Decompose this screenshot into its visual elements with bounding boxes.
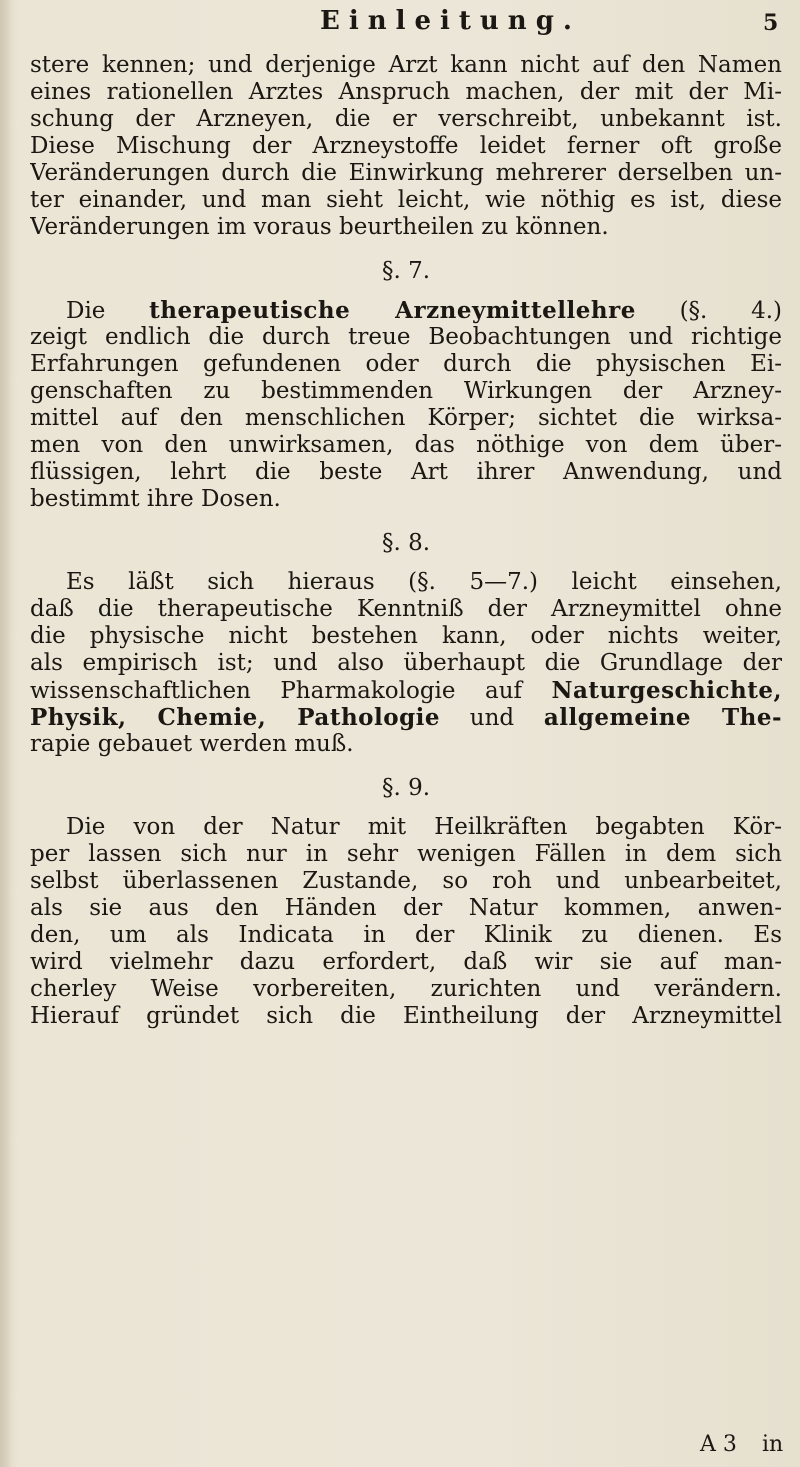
- text-line: daß die therapeutische Kenntniß der Arzneymittel ohne: [30, 596, 782, 622]
- text-line: selbst überlassenen Zustande, so roh und unbearbeitet,: [30, 868, 782, 894]
- text-line: [30, 297, 782, 324]
- emphasis-term: allgemeine The-: [543, 704, 782, 731]
- text-line: Diese Mischung der Arzneystoffe leidet ferner oft große: [30, 133, 782, 159]
- page-number: 5: [763, 10, 779, 36]
- paragraph-continuation: [30, 52, 782, 241]
- text-line: ter einander, und man sieht leicht, wie nöthig es ist, diese: [30, 187, 782, 213]
- text-line: Erfahrungen gefundenen oder durch die physischen Ei-: [30, 351, 782, 377]
- text-line: [30, 677, 782, 704]
- body-text: [30, 52, 782, 1030]
- paragraph-section-9: [30, 814, 782, 1030]
- text-line: Es läßt sich hieraus (§. 5—7.) leicht einsehen,: [66, 569, 782, 595]
- text-line: [30, 704, 782, 731]
- text-line: men von den unwirksamen, das nöthige von dem über-: [30, 432, 782, 458]
- text-line: per lassen sich nur in sehr wenigen Fällen in dem sich: [30, 841, 782, 867]
- paragraph-section-7: [30, 297, 782, 513]
- text-line: als sie aus den Händen der Natur kommen, anwen-: [30, 895, 782, 921]
- text-span: Die: [66, 298, 150, 324]
- text-span: wissenschaftlichen Pharmakologie auf: [30, 678, 523, 704]
- section-heading-7: §. 7.: [381, 258, 431, 284]
- text-span: und: [440, 705, 544, 731]
- spine-shadow: [0, 0, 12, 1467]
- text-line: Veränderungen durch die Einwirkung mehrerer derselben un-: [30, 160, 782, 186]
- text-line: zeigt endlich die durch treue Beobachtungen und richtige: [30, 324, 782, 350]
- text-span: (§. 4.): [635, 298, 782, 324]
- running-title: Einleitung.: [320, 6, 581, 36]
- section-heading-8: §. 8.: [381, 530, 431, 556]
- page-header: [0, 4, 800, 44]
- emphasis-term: Naturgeschichte,: [551, 677, 782, 704]
- text-line: Veränderungen im voraus beurtheilen zu können.: [30, 214, 609, 240]
- text-line: eines rationellen Arztes Anspruch machen, der mit der Mi-: [30, 79, 782, 105]
- text-line: Hierauf gründet sich die Eintheilung der Arzneymittel: [30, 1003, 782, 1029]
- text-line: bestimmt ihre Dosen.: [30, 486, 281, 512]
- text-line: den, um als Indicata in der Klinik zu dienen. Es: [30, 922, 782, 948]
- text-line: mittel auf den menschlichen Körper; sichtet die wirksa-: [30, 405, 782, 431]
- text-line: als empirisch ist; und also überhaupt die Grundlage der: [30, 650, 782, 676]
- text-line: die physische nicht bestehen kann, oder nichts weiter,: [30, 623, 782, 649]
- signature-mark: A 3: [700, 1432, 737, 1457]
- section-heading-9: §. 9.: [381, 775, 431, 801]
- emphasis-term: therapeutische Arzneymittellehre: [149, 297, 636, 324]
- text-line: schung der Arzneyen, die er verschreibt, unbekannt ist.: [30, 106, 782, 132]
- text-line: Die von der Natur mit Heilkräften begabten Kör-: [66, 814, 782, 840]
- text-line: genschaften zu bestimmenden Wirkungen der Arzney-: [30, 378, 782, 404]
- emphasis-term: Physik, Chemie, Pathologie: [30, 704, 441, 731]
- paragraph-section-8: [30, 569, 782, 758]
- text-line: rapie gebauet werden muß.: [30, 731, 354, 757]
- catchword: in: [762, 1432, 784, 1457]
- text-line: stere kennen; und derjenige Arzt kann nicht auf den Namen: [30, 52, 782, 78]
- text-line: flüssigen, lehrt die beste Art ihrer Anwendung, und: [30, 459, 782, 485]
- text-line: wird vielmehr dazu erfordert, daß wir sie auf man-: [30, 949, 782, 975]
- text-line: cherley Weise vorbereiten, zurichten und verändern.: [30, 976, 782, 1002]
